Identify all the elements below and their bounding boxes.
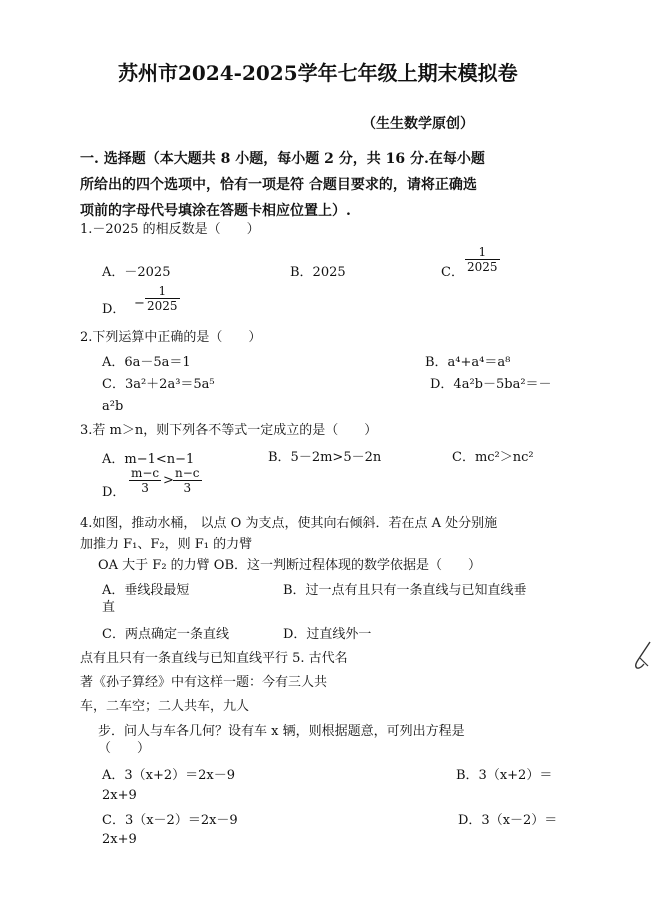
q3-option-c: C．mc²＞nc²	[452, 450, 534, 465]
q3-d-denominator-1: 3	[129, 480, 161, 495]
q1-stem: 1.－2025 的相反数是（ ）	[80, 222, 260, 237]
q3-option-d-fraction-2	[173, 466, 202, 495]
q4-line-2: 加推力 F₁、F₂，则 F₁ 的力臂	[80, 537, 253, 552]
q4-line-1: 4.如图，推动水桶， 以点 O 为支点，使其向右倾斜．若在点 A 处分别施	[80, 516, 498, 531]
q1-c-numerator: 1	[478, 245, 487, 259]
q1-option-d-sign: −	[134, 296, 145, 311]
q1-option-a: A．－2025	[102, 265, 171, 280]
q3-option-d-fraction-1	[129, 466, 161, 495]
q4-option-a: A．垂线段最短	[102, 583, 190, 598]
q1-d-denominator: 2025	[147, 299, 178, 313]
q4-line-3: OA 大于 F₂ 的力臂 OB．这一判断过程体现的数学依据是（ ）	[98, 558, 482, 573]
q5-option-d-cont: 2x+9	[102, 832, 137, 847]
q3-stem: 3.若 m＞n，则下列各不等式一定成立的是（ ）	[80, 423, 378, 438]
q5-option-a: A．3（x+2）＝2x－9	[102, 768, 236, 783]
q3-d-numerator-2: n−c	[175, 466, 200, 480]
q1-option-d-fraction	[145, 284, 180, 313]
q3-option-d-operator: >	[163, 473, 174, 488]
q4-option-b: B．过一点有且只有一条直线与已知直线垂	[283, 583, 527, 598]
q3-d-denominator-2: 3	[173, 480, 202, 495]
q2-option-a: A．6a－5a＝1	[102, 355, 191, 370]
section-line-1: 一. 选择题（本大题共 8 小题，每小题 2 分，共 16 分.在每小题	[80, 151, 485, 167]
q1-c-denominator: 2025	[467, 260, 498, 274]
q4-option-c: C．两点确定一条直线	[102, 627, 229, 642]
q3-d-numerator-1: m−c	[131, 466, 160, 480]
q5-line-4: 步．问人与车各几何？设有车 x 辆，则根据题意，可列出方程是	[98, 724, 465, 739]
q1-option-d-label: D．	[102, 302, 126, 317]
section-line-3: 项前的字母代号填涂在答题卡相应位置上）.	[80, 203, 351, 219]
q2-option-b: B．a⁴+a⁴＝a⁸	[425, 355, 511, 370]
section-line-2: 所给出的四个选项中，恰有一项是符 合题目要求的，请将正确选	[80, 177, 477, 193]
q4-option-b-cont: 直	[102, 600, 116, 615]
q5-option-b: B．3（x+2）＝	[456, 768, 553, 783]
q1-option-c-label: C．	[441, 265, 464, 280]
bucket-figure-icon	[628, 640, 652, 672]
q2-stem: 2.下列运算中正确的是（ ）	[80, 330, 262, 345]
q5-option-c: C．3（x－2）＝2x－9	[102, 813, 238, 828]
q2-option-d: D．4a²b－5ba²＝－	[430, 377, 552, 392]
q5-option-b-cont: 2x+9	[102, 788, 137, 803]
q5-option-d: D．3（x－2）＝	[458, 813, 558, 828]
q3-option-a: A．m−1<n−1	[102, 452, 195, 467]
q3-option-d-label: D．	[102, 485, 126, 500]
q1-option-b: B．2025	[290, 265, 346, 280]
q5-line-3: 车，二车空；二人共车，九人	[80, 699, 250, 714]
q5-line-2: 著《孙子算经》中有这样一题：今有三人共	[80, 675, 328, 690]
q2-option-d-cont: a²b	[102, 399, 124, 414]
q2-option-c: C．3a²＋2a³＝5a⁵	[102, 377, 215, 392]
q1-option-c-fraction	[465, 245, 500, 274]
q1-d-numerator: 1	[158, 284, 167, 298]
q4-option-d: D．过直线外一	[283, 627, 372, 642]
q5-line-5: （ ）	[98, 741, 151, 756]
q3-option-b: B．5－2m>5－2n	[268, 450, 382, 465]
author-note: （生生数学原创）	[362, 116, 474, 132]
q5-line-1: 点有且只有一条直线与已知直线平行 5. 古代名	[80, 651, 348, 666]
page-title: 苏州市2024-2025学年七年级上期末模拟卷	[118, 61, 518, 85]
